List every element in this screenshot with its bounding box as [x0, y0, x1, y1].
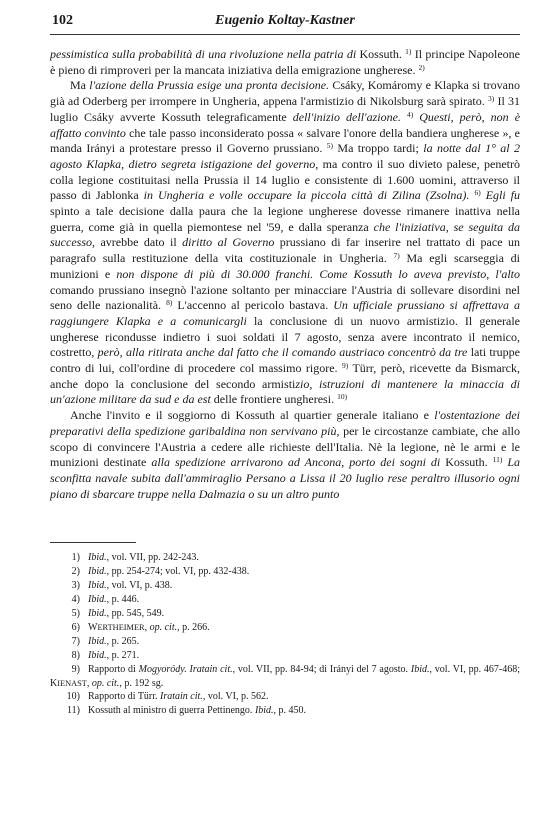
footnote-separator	[50, 542, 136, 543]
footnote-number: 9)	[71, 663, 80, 675]
running-title: Eugenio Koltay-Kastner	[215, 13, 355, 28]
footnotes	[50, 551, 520, 718]
footnote-number: 7)	[71, 635, 80, 647]
footnote-text: Rapporto di Mogyoródy. Iratain cit., vol. VII, pp. 84-94; di Irányi del 7 agosto. Ibid., vol. VI, pp. 467-468; KIENAST, op. cit., p. 192 sg.	[50, 663, 520, 689]
footnote-text: Ibid., p. 446.	[88, 594, 140, 606]
footnote	[50, 551, 520, 565]
footnote	[50, 663, 520, 691]
footnote	[50, 565, 520, 579]
paragraph: pessimistica sulla probabilità di una rivoluzione nella patria di Kossuth. $^{1)}$ Il principe Napoleone è pieno di rimproveri per la mancata iniziativa della emigrazione ungherese. $^{2)}$	[50, 47, 521, 77]
footnote-number: 10)	[66, 691, 80, 703]
footnote	[50, 579, 520, 593]
footnote-text: Ibid., vol. VI, p. 438.	[88, 580, 173, 592]
footnote	[50, 649, 520, 663]
page-number: 102	[52, 13, 73, 28]
page	[50, 10, 520, 718]
paragraph: Anche l'invito e il soggiorno di Kossuth al quartier generale italiano e l'ostentazione dei preparativi della spedizione garibaldina non servivano più, per le circostanze cambiate, che allo scopo di convincere l'Austria a cedere alle richieste dell'Italia. Nè la legione, nè le armi e le munizioni destinate alla spedizione arrivarono ad Ancona, porto dei sogni di Kossuth. $^{11)}$ La sconfitta navale subita dall'ammiraglio Persano a Lissa il 20 luglio rese peraltro illusorio ogni piano di sbarcare truppe nella Dalmazia o su un altro punto	[50, 408, 521, 501]
footnote-text: Rapporto di Türr. Iratain cit., vol. VI, p. 562.	[88, 691, 269, 703]
footnote-number: 8)	[71, 649, 80, 661]
footnote-text: Ibid., vol. VII, pp. 242-243.	[88, 552, 199, 564]
footnote-number: 6)	[71, 621, 80, 633]
footnote	[50, 621, 520, 635]
footnote-text: WERTHEIMER, op. cit., p. 266.	[88, 621, 210, 633]
footnote	[50, 593, 520, 607]
header-rule	[50, 34, 520, 35]
paragraph: Ma l'azione della Prussia esige una pronta decisione. Csáky, Komáromy e Klapka si trovano già ad Oderberg per irrompere in Ungheria, appena l'armistizio di Nikolsburg sarà spirato. $^{3)}$ Il 31 luglio Csáky avverte Kossuth telegraficamente dell'inizio dell'azione. $^{4)}$ Questi, però, non è affatto convinto che tale passo inconsiderato possa « salvare l'onore della bandiera ungherese », e manda Irányi a protestare presso il Governo prussiano. $^{5)}$ Ma troppo tardi; la notte dal 1° al 2 agosto Klapka, dietro segreta istigazione del governo, ma contro il suo divieto palese, penetrò colla legione costituitasi nella Prussia il 14 luglio e consistente di 1.600 uomini, attraverso il passo di Jablonka in Ungheria e volle occupare la piccola città di Zilina (Zsolna). $^{6)}$ Egli fu spinto a tale decisione dalla paura che la legione ungherese dovesse rimanere inattiva nella guerra, come già in quella piemontese nel '59, e dalla speranza che l'iniziativa, se seguita da successo, avrebbe dato il diritto al Governo prussiano di far inserire nel trattato di pace un paragrafo sulla restituzione della vita costituzionale in Ungheria. $^{7)}$ Ma egli scarseggia di munizioni e non dispone di più di 30.000 franchi. Come Kossuth lo aveva previsto, l'alto comando prussiano insegnò l'azione soltanto per minacciare l'Austria di sollevare disordini nel seno delle nazionalità. $^{8)}$ L'accenno al pericolo bastava. Un ufficiale prussiano si affrettava a raggiungere Klapka e a comunicargli la conclusione di un nuovo armistizio. Il generale ungherese ricondusse indietro i suoi soldati il 7 agosto, senza avere incontrato il nemico, costretto, però, alla ritirata anche dal fatto che il comando austriaco concentrò da tre lati truppe contro di lui, coll'ordine di procedere col massimo rigore. $^{9)}$ Türr, però, ricevette da Bismarck, anche dopo la conclusione del secondo armistizio, istruzioni di mantenere la minaccia di un'azione militare da sud e da est delle frontiere ungheresi. $^{10)}$	[50, 78, 521, 407]
footnote-number: 3)	[71, 580, 80, 592]
footnote-text: Ibid., p. 271.	[88, 649, 140, 661]
footnote	[50, 690, 520, 704]
footnote	[50, 704, 520, 718]
footnote-number: 11)	[67, 705, 80, 717]
footnote-number: 2)	[71, 566, 80, 578]
footnote-number: 1)	[71, 552, 80, 564]
running-header	[50, 10, 520, 36]
footnote-text: Kossuth al ministro di guerra Pettinengo. Ibid., p. 450.	[88, 705, 307, 717]
footnote	[50, 635, 520, 649]
footnote	[50, 607, 520, 621]
footnote-number: 4)	[71, 594, 80, 606]
footnote-number: 5)	[71, 608, 80, 620]
body-text	[50, 47, 520, 502]
footnote-text: Ibid., pp. 254-274; vol. VI, pp. 432-438.	[88, 566, 250, 578]
footnote-text: Ibid., p. 265.	[88, 635, 140, 647]
footnote-text: Ibid., pp. 545, 549.	[88, 608, 165, 620]
